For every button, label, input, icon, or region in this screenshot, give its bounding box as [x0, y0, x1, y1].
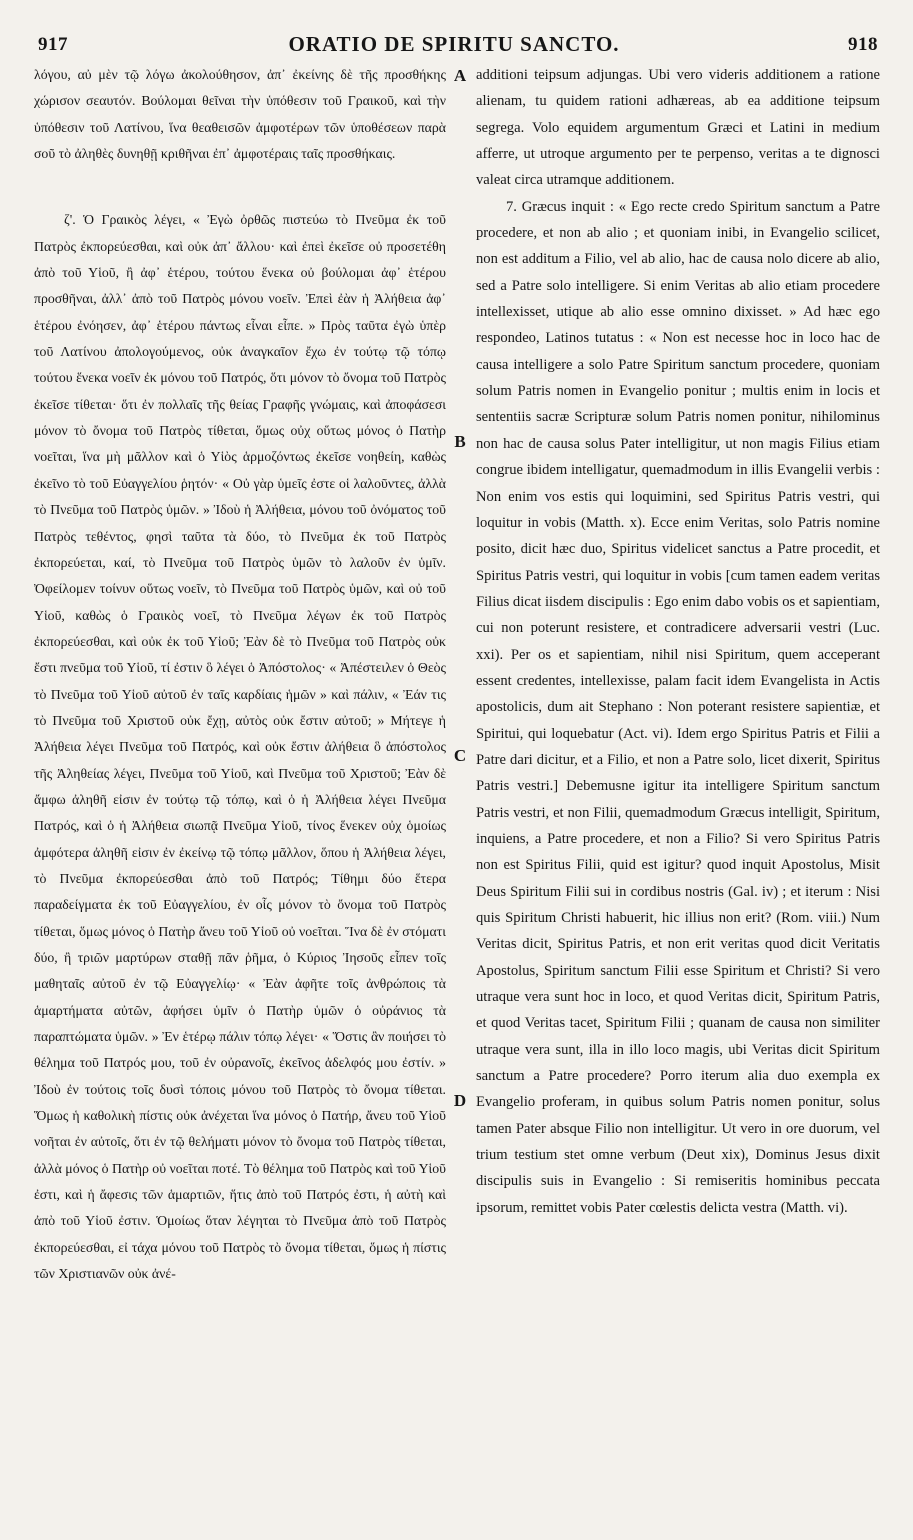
margin-marker-a: A: [453, 66, 467, 85]
latin-paragraph-2: 7. Græcus inquit : « Ego recte credo Spiritum sanctum a Patre procedere, et non ab alio ; et quoniam inibi, in Evangelio scilicet, non est additum a Filio, vel ab alio, hac de causa nolo dicere ab alio, sed a Patre solo intelligere. Si enim Veritas ab alio etiam procedere intellexisset, utique ab alio esse omnino dixisset. » Ad hæc ego respondeo, Latinos tutatus : « Non est necesse hoc in loco hac de causa intelligere a solo Patre Spiritum sanctum procedere, quoniam solum Patris nomen in Evangelio ponitur ; multis enim in locis et sententiis sacræ Scripturæ solum Patris nomen ponitur, nihilominus non hac de causa solus Pater intelligitur, ut non magis Filius etiam congrue ibidem intelligatur, quemadmodum in illis Evangelii verbis : Non enim vos estis qui loquimini, sed Spiritus Patris vestri, qui loquitur in vobis (Matth. x). Ecce enim Veritas, solo Patris nomine posito, dicit hæc duo, Spiritus videlicet sanctus a Patre procedit, et Spiritus Patris vestri, qui loquitur in vobis [cum tamen eadem veritas Filius dicat iisdem discipulis : Ego enim dabo vobis os et sapientiam, cui non poterunt resistere, et contradicere adversarii vestri (Luc. xxi). Per os et sapientiam, nihil nisi Spiritum, quem acceperant essent credentes, intellexisse, palam facit idem Evangelista in Actis apostolicis, dum ait Stephano : Non poterant resistere sapientiæ, et Spiritui, qui loquebatur (Act. vi). Idem ergo Spiritus Patris et Filii a Patre dari dicitur, et a Filio, et non a Patre solo, licet dixerit, Spiritus Patris vestri.] Debemusne igitur ita intelligere Spiritum sanctum Patris vestri, et non Filii, quemadmodum Græcus intelligit, Spiritum, inquiens, a Patre procedere, et non a Filio? Si vero Spiritus Patris non est Spiritus Filii, quid est igitur? quod inquit Apostolus, Misit Deus Spiritum Filii sui in cordibus nostris (Gal. iv) ; et iterum : Nisi quis Spiritum Christi habuerit, hic illius non erit? (Rom. viii.) Num Veritas dicit, Spiritus Patris, et non erit veritas quod dicit Veritatis Apostolus, Spiritum sanctum Filii esse Spiritum et Christi? Si vero utraque vera sunt hoc in loco, et quod Veritas dicit, Spiritum Patris, et quod Veritas tacet, Spiritum Filii ; quanam de causa non similiter utraque vera sunt, illa in illo loco magis, ubi Veritas dicit Spiritum sanctum a Patre procedere? Porro iterum alia duo exempla ex Evangelio proferam, in quibus solum Patris nomen ponitur, solus tamen Pater absque Filio non intelligitur. Ut vero in ore duorum, vel trium testium stet omne verbum (Deut xix), Dominus Jesus dixit discipulis suis in Evangelio : Si remiseritis hominibus peccata ipsorum, remittet vobis Pater cœlestis delicta vestra (Matth. vi).: [476, 198, 880, 1216]
margin-marker-b: B: [454, 432, 466, 451]
latin-column: [476, 62, 880, 1527]
latin-paragraph-1: additioni teipsum adjungas. Ubi vero videris additionem a ratione alienam, tu quidem rationi adhæreas, ab ea additione teipsum segrega. Volo equidem argumentum Græci et Latini in medium afferre, ut utroque argumento per te perpenso, veritas a te dignosci valeat circa utramque additionem.: [476, 67, 880, 189]
page-header: [30, 28, 878, 58]
greek-paragraph-1: λόγου, αὐ μὲν τῷ λόγω ἀκολούθησον, ἀπ᾽ ἐκείνης δὲ τῆς προσθήκης χώρισον σεαυτόν. Βούλομαι θεῖναι τὴν ὑπόθεσιν τοῦ Γραικοῦ, καὶ τὴν ὑπόθεσιν τοῦ Λατίνου, ἵνα θεαθεισῶν ἀμφοτέρων τῶν ὑποθέσεων παρὰ σοῦ τὸ ἀληθὲς δυνηθῇ κριθῆναι ἐπ᾽ ἀμφοτέραις ταῖς προσθήκαις.: [34, 67, 446, 162]
greek-column: [34, 62, 446, 1527]
greek-paragraph-2: ζ'. Ὁ Γραικὸς λέγει, « Ἐγὼ ὀρθῶς πιστεύω τὸ Πνεῦμα ἐκ τοῦ Πατρὸς ἐκπορεύεσθαι, καὶ οὐκ ἀπ᾽ ἄλλου· καὶ ἐπεὶ ἐκεῖσε οὐ προσετέθη ἀπὸ τοῦ Υἱοῦ, ἢ ἀφ᾽ ἑτέρου, τούτου ἕνεκα οὐ βούλομαι ἀφ᾽ ἑτέρου προσθῆναι, ἀλλ᾽ ἀπὸ τοῦ Πατρὸς μόνου νοεῖν. Ἐπεὶ ἐὰν ἡ Ἀλήθεια ἀφ᾽ ἑτέρου ἐνόησεν, ἀφ᾽ ἑτέρου πάντως εἶναι εἶπε. » Πρὸς ταῦτα ἐγὼ ὑπὲρ τοῦ Λατίνου ἀπολογούμενος, οὐκ ἀναγκαῖον ἔχω ἐν τούτῳ τῷ τόπῳ τούτου ἕνεκα νοεῖν ἐκ μόνου τοῦ Πατρός, ὅτι μόνον τὸ ὄνομα τοῦ Πατρὸς ἐκεῖσε τίθεται· ὅτι ἐν πολλαῖς τῆς θείας Γραφῆς γνώμαις, καὶ ἀποφάσεσι μόνον τὸ ὄνομα τοῦ Πατρὸς τίθεται, ὅμως οὐχ οὕτως μόνος ὁ Πατὴρ νοεῖται, ἵνα μὴ μᾶλλον καὶ ὁ Υἱὸς ἁρμοζόντως ἐκεῖσε νοηθείη, καθὼς ἐκεῖνο τὸ τοῦ Εὐαγγελίου ῥητόν· « Οὐ γὰρ ὑμεῖς ἐστε οἱ λαλοῦντες, ἀλλὰ τὸ Πνεῦμα τοῦ Πατρὸς ὑμῶν. » Ἰδοὺ ἡ Ἀλήθεια, μόνου τοῦ ὀνόματος τοῦ Πατρὸς τεθέντος, φησὶ ταῦτα τὰ δύο, τὸ Πνεῦμα ἐκ τοῦ Πατρὸς ἐκπορεύεται, καί, τὸ Πνεῦμα τοῦ Πατρὸς ὑμῶν τὸ λαλοῦν ἐν ὑμῖν. Ὀφείλομεν τοίνυν οὕτως νοεῖν, τὸ Πνεῦμα τοῦ Πατρὸς ὑμῶν, καὶ οὐ τοῦ Υἱοῦ, καθὼς ὁ Γραικὸς νοεῖ, τὸ Πνεῦμα λέγων ἐκ τοῦ Πατρὸς ἐκπορεύεσθαι, καὶ οὐκ ἐκ τοῦ Υἱοῦ; Ἐὰν δὲ τὸ Πνεῦμα τοῦ Πατρὸς οὐκ ἔστι πνεῦμα τοῦ Υἱοῦ, τί ἐστιν ὃ λέγει ὁ Ἀπόστολος· « Ἀπέστειλεν ὁ Θεὸς τὸ Πνεῦμα τοῦ Υἱοῦ αὐτοῦ ἐν ταῖς καρδίαις ἡμῶν » καὶ πάλιν, « Ἐάν τις τὸ Πνεῦμα τοῦ Χριστοῦ οὐκ ἔχῃ, αὐτὸς οὐκ ἔστιν αὐτοῦ; » Μήτεγε ἡ Ἀλήθεια λέγει Πνεῦμα τοῦ Πατρός, καὶ οὐκ ἔστιν ἀλήθεια ὃ ἀπόστολος τῆς Ἀληθείας λέγει, Πνεῦμα τοῦ Υἱοῦ, καὶ Πνεῦμα τοῦ Χριστοῦ; Ἐὰν δὲ ἄμφω ἀληθῆ εἰσιν ἐν τούτῳ τῷ τόπῳ, καὶ ὁ ἡ Ἀλήθεια λέγει Πνεῦμα Πατρός, καὶ ὁ ἡ Ἀλήθεια σιωπᾷ Πνεῦμα Υἱοῦ, τίνος ἕνεκεν οὐχ ὁμοίως ἀμφότερα ἀληθῆ εἰσιν ἐν ἐκείνῳ τῷ τόπῳ μᾶλλον, ὅπου ἡ Ἀλήθεια λέγει, τὸ Πνεῦμα ἐκπορεύεσθαι ἀπὸ τοῦ Πατρός; Τίθημι δύο ἕτερα παραδείγματα ἐκ τοῦ Εὐαγγελίου, ἐν οἷς μόνον τὸ ὄνομα τοῦ Πατρὸς τίθεται, ὅμως μόνος ὁ Πατὴρ ἄνευ τοῦ Υἱοῦ οὐ νοεῖται. Ἵνα δὲ ἐν στόματι δύο, ἢ τριῶν μαρτύρων σταθῇ πᾶν ῥῆμα, ὁ Κύριος Ἰησοῦς εἶπεν τοῖς μαθηταῖς αὐτοῦ ἐν τῷ Εὐαγγελίῳ· « Ἐὰν ἀφῆτε τοῖς ἀνθρώποις τὰ ἁμαρτήματα αὐτῶν, ἀφήσει ὑμῖν ὁ Πατὴρ ὑμῶν ὁ οὐράνιος τὰ παραπτώματα ὑμῶν. » Ἐν ἑτέρῳ πάλιν τόπῳ λέγει· « Ὅστις ἂν ποιήσει τὸ θέλημα τοῦ Πατρός μου, τοῦ ἐν οὐρανοῖς, ἐκεῖνος ἀδελφός μου ἐστίν. » Ἰδοὺ ἐν τούτοις τοῖς δυσὶ τόποις μόνου τοῦ Πατρὸς τὸ ὄνομα τίθεται. Ὅμως ἡ καθολικὴ πίστις οὐκ ἀνέχεται ἵνα μόνος ὁ Πατήρ, ἄνευ τοῦ Υἱοῦ νοῆται ἐν αὐτοῖς, ὅτι ἐν τῷ θελήματι μόνον τὸ ὄνομα τοῦ Πατρὸς τίθεται, ἀλλὰ μόνος ὁ Πατὴρ οὐ νοεῖται ποτέ. Τὸ θέλημα τοῦ Πατρὸς καὶ τοῦ Υἱοῦ ἐστι, καὶ ἡ ἄφεσις τῶν ἁμαρτιῶν, ἥτις ἀπὸ τοῦ Πατρός ἐστι, ἡ αὐτὴ καὶ ἀπὸ τοῦ Υἱοῦ ἐστιν. Ὁμοίως ὅταν λέγηται τὸ Πνεῦμα ἀπὸ τοῦ Πατρὸς ἐκπορεύεσθαι, εἰ τάχα μόνου τοῦ Πατρὸς τὸ ὄνομα τίθεται, ὅμως ἡ πίστις τῶν Χριστιανῶν οὐκ ἀνέ-: [34, 212, 446, 1282]
right-page-number: 918: [848, 34, 878, 55]
margin-marker-d: D: [453, 1091, 467, 1110]
margin-marker-c: C: [453, 746, 467, 765]
running-title: ORATIO DE SPIRITU SANCTO.: [288, 32, 620, 56]
left-page-number: 917: [38, 34, 68, 55]
